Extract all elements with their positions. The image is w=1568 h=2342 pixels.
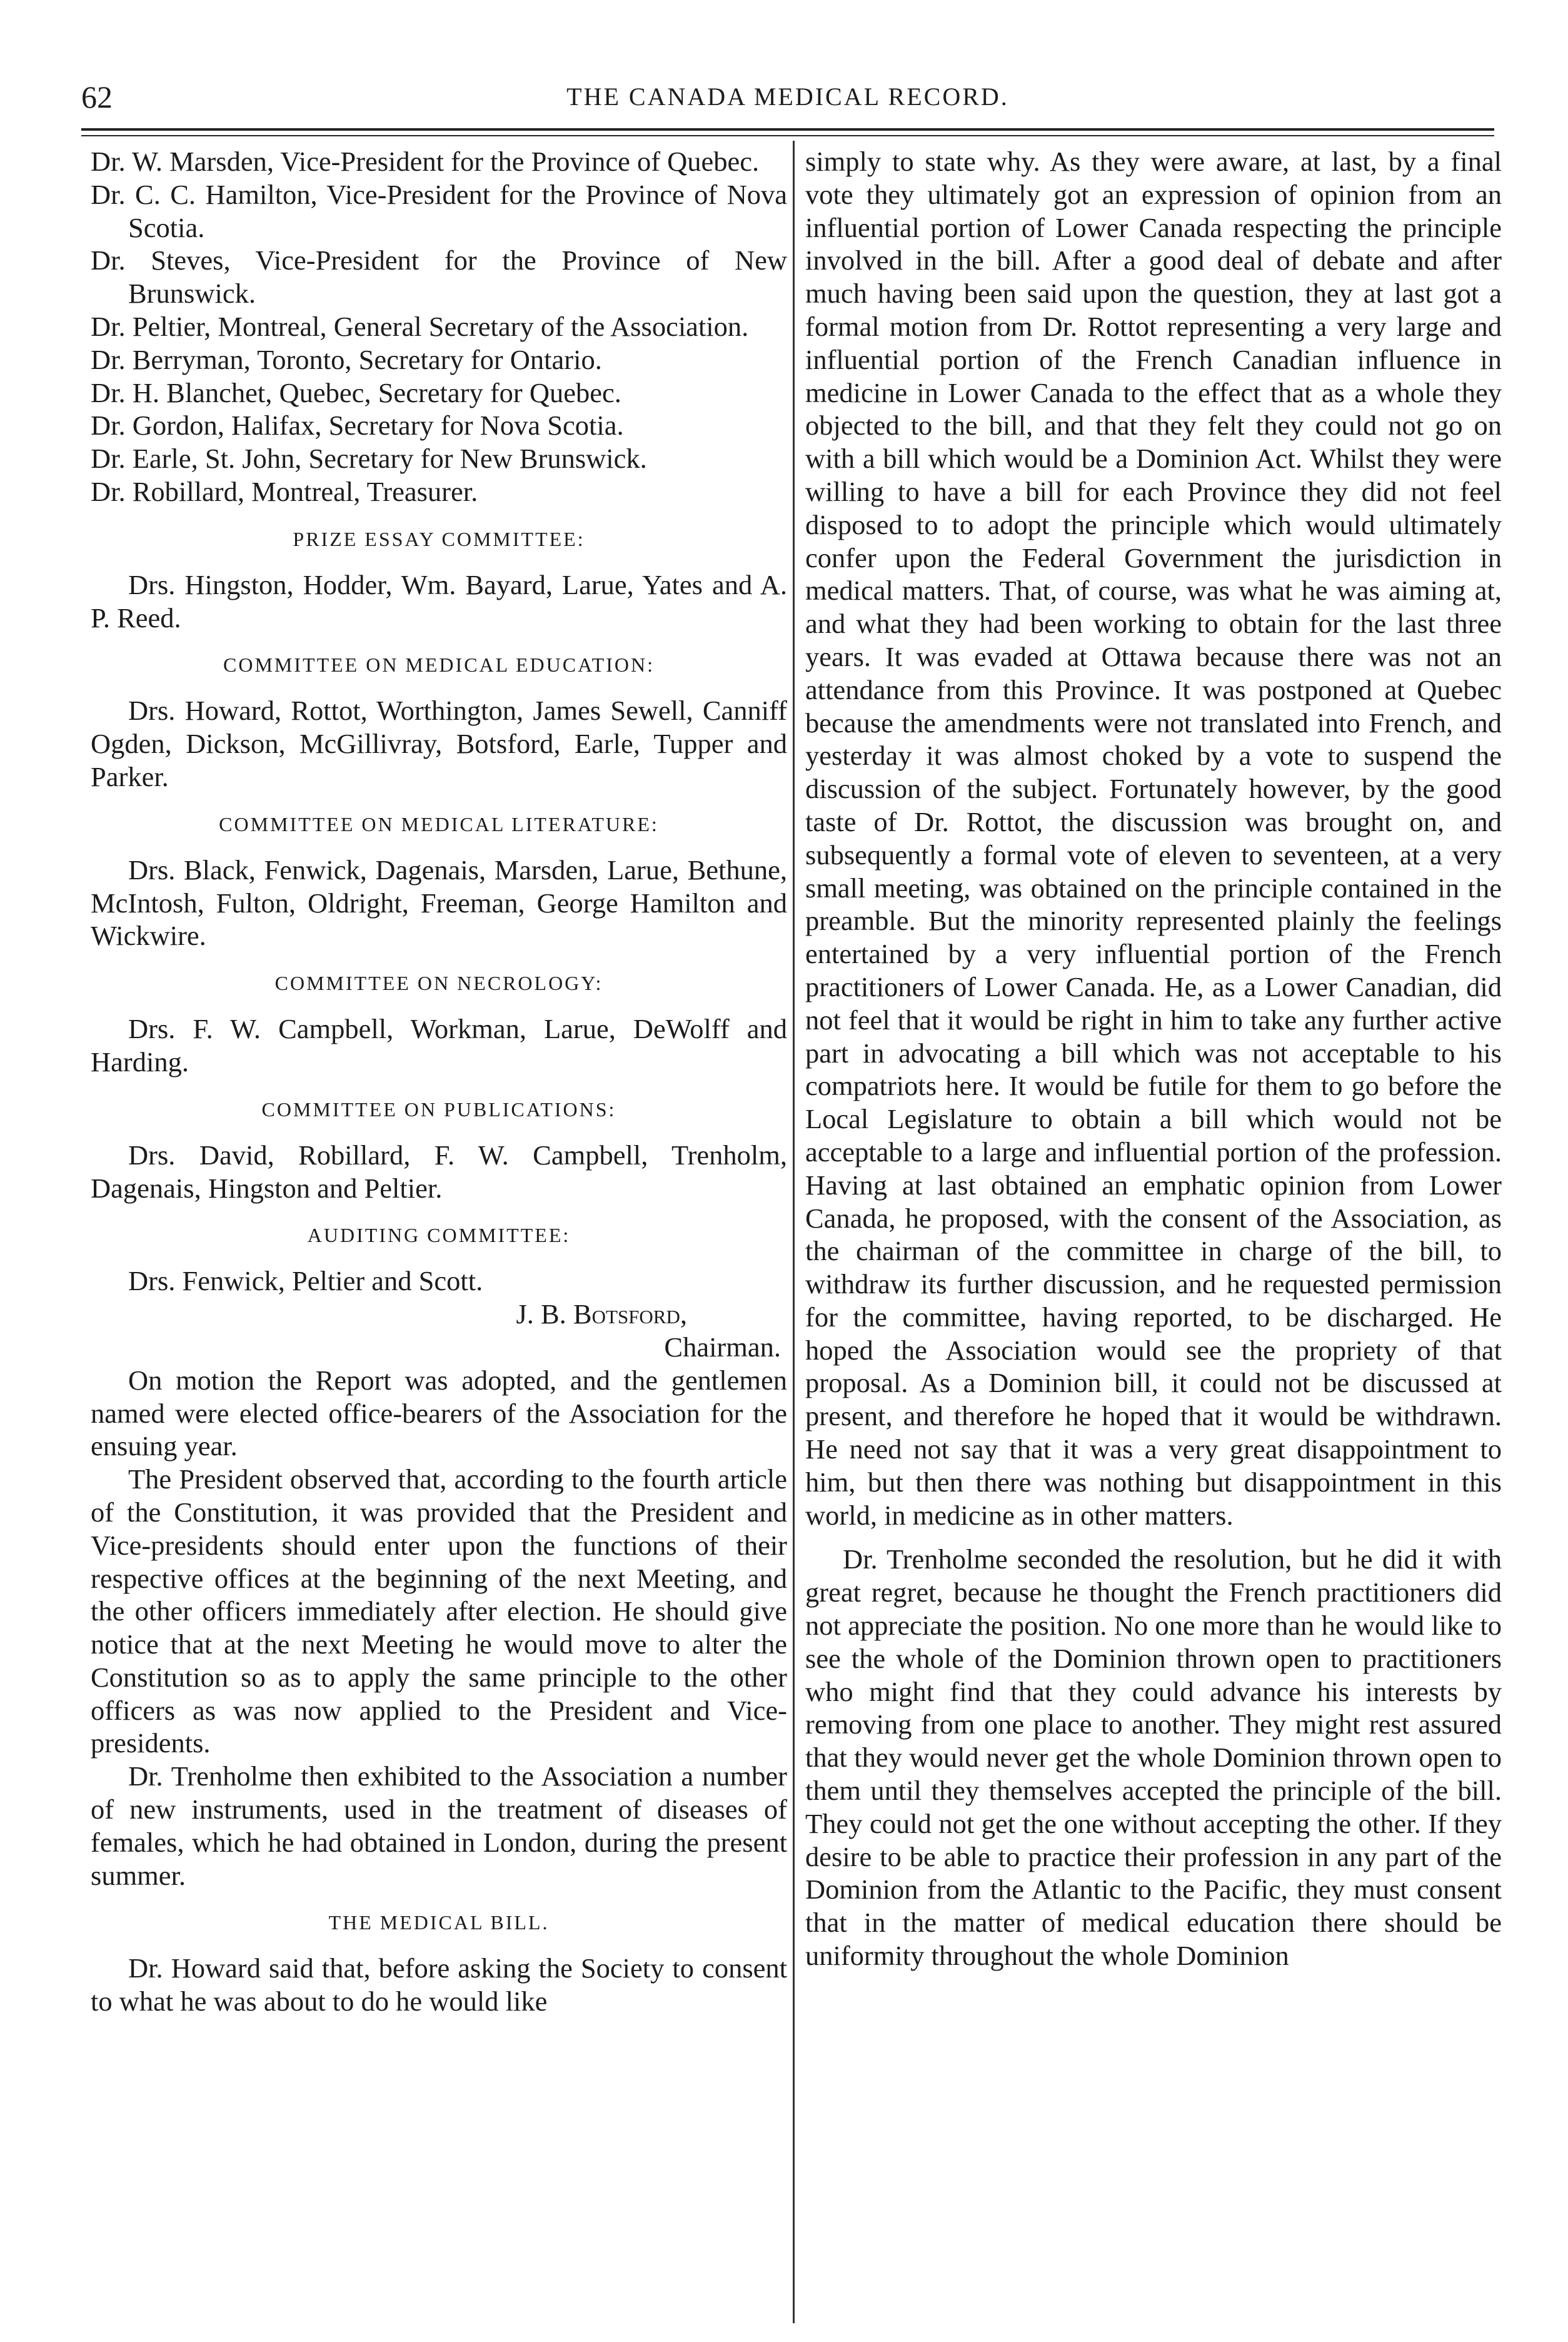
left-column <box>91 145 787 2018</box>
section-heading-publications: COMMITTEE ON PUBLICATIONS: <box>261 1098 616 1121</box>
officers-list <box>91 145 787 508</box>
section-heading-medical-bill: THE MEDICAL BILL. <box>328 1911 550 1934</box>
officer-entry: Dr. Berryman, Toronto, Secretary for Ontario. <box>91 343 602 375</box>
officer-entry: Dr. Peltier, Montreal, General Secretary of the Association. <box>91 310 749 342</box>
right-column <box>805 145 1502 1972</box>
prize-committee-members: Drs. Hingston, Hodder, Wm. Bayard, Larue, Yates and A. P. Reed. <box>91 568 787 633</box>
section-heading-literature: COMMITTEE ON MEDICAL LITERATURE: <box>219 812 659 835</box>
literature-committee-members: Drs. Black, Fenwick, Dagenais, Marsden, Larue, Bethune, McIntosh, Fulton, Oldright, Freeman, George Hamilton and Wickwire. <box>91 854 787 952</box>
auditing-committee-members: Drs. Fenwick, Peltier and Scott. <box>128 1265 483 1297</box>
paragraph-howard-continued: simply to state why. As they were aware, at last, by a final vote they ultimately got an expression of opinion from an influential portion of Lower Canada respecting the principle involved in the bill. After a good deal of debate and after much having been said upon the question, they at last got a formal motion from Dr. Rottot representing a very large and influential portion of the French Canadian influence in medicine in Lower Canada to the effect that as a whole they objected to the bill, and that they felt they could not go on with a bill which would be a Dominion Act. Whilst they were willing to have a bill for each Province they did not feel disposed to to adopt the principle which would ultimately confer upon the Federal Government the jurisdiction in medical matters. That, of course, was what he was aiming at, and what they had been working to obtain for the last three years. It was evaded at Ottawa because there was not an attendance from this Province. It was postponed at Quebec because the amendments were not translated into French, and yesterday it was almost choked by a vote to suspend the discussion of the subject. Fortunately however, by the good taste of Dr. Rottot, the discussion was brought on, and subsequently a formal vote of eleven to seventeen, at a very small meeting, was obtained on the principle contained in the preamble. But the minority represented plainly the feelings entertained by a very influential portion of the French practitioners of Lower Canada. He, as a Lower Canadian, did not feel that it would be right in him to take any further active part in advocating a bill which was not acceptable to his compatriots here. It would be futile for them to go before the Local Legislature to obtain a bill which would not be acceptable to a large and influential portion of the profession. Having at last obtained an emphatic opinion from Lower Canada, he proposed, with the consent of the Association, as the chairman of the committee in charge of the bill, to withdraw its further discussion, and he requested permission for the committee, having reported, to be discharged. He hoped the Association would see the propriety of that proposal. As a Dominion bill, it could not be discussed at present, and therefore he hoped that it would be withdrawn. He need not say that it was a very great disappointment to him, but then there was nothing but disappointment in this world, in medicine as in other matters. <box>805 146 1502 1531</box>
paragraph-trenholme-instruments: Dr. Trenholme then exhibited to the Association a number of new instruments, used in the treatment of diseases of females, which he had obtained in London, during the present summer. <box>91 1760 787 1891</box>
page-header <box>81 75 1494 119</box>
column-divider <box>793 141 795 2323</box>
signature-role: Chairman. <box>664 1331 781 1363</box>
officer-entry: Dr. Steves, Vice-President for the Province of New Brunswick. <box>91 245 787 310</box>
officer-entry: Dr. Gordon, Halifax, Secretary for Nova Scotia. <box>91 410 624 442</box>
section-heading-education: COMMITTEE ON MEDICAL EDUCATION: <box>223 654 655 677</box>
section-heading-prize: PRIZE ESSAY COMMITTEE: <box>293 527 585 550</box>
necrology-committee-members: Drs. F. W. Campbell, Workman, Larue, DeWolff and Harding. <box>91 1013 787 1078</box>
signature-name: J. B. Botsford, <box>516 1298 687 1330</box>
officer-entry: Dr. H. Blanchet, Quebec, Secretary for Quebec. <box>91 376 621 408</box>
officer-entry: Dr. Earle, St. John, Secretary for New Brunswick. <box>91 443 647 475</box>
paragraph-president: The President observed that, according to the fourth article of the Constitution, it was provided that the President and Vice-presidents should enter upon the functions of their respective offices at the beginning of the next Meeting, and the other officers immediately after election. He should give notice that at the next Meeting he would move to alter the Constitution so as to apply the same principle to the other officers as was now applied to the President and Vice-presidents. <box>91 1463 787 1759</box>
header-rule <box>81 128 1494 136</box>
officer-entry: Dr. C. C. Hamilton, Vice-President for the Province of Nova Scotia. <box>91 178 787 243</box>
page-number: 62 <box>81 79 113 114</box>
officer-entry: Dr. Robillard, Montreal, Treasurer. <box>91 475 478 507</box>
officer-entry: Dr. W. Marsden, Vice-President for the Province of Quebec. <box>91 146 760 177</box>
paragraph-motion: On motion the Report was adopted, and the gentlemen named were elected office-bearers of the Association for the ensuing year. <box>91 1364 787 1462</box>
section-heading-auditing: AUDITING COMMITTEE: <box>307 1224 571 1247</box>
paragraph-gap <box>805 1532 1502 1543</box>
running-title: THE CANADA MEDICAL RECORD. <box>566 83 1009 111</box>
publications-committee-members: Drs. David, Robillard, F. W. Campbell, Trenholm, Dagenais, Hingston and Peltier. <box>91 1139 787 1204</box>
section-heading-necrology: COMMITTEE ON NECROLOGY: <box>274 972 603 995</box>
paragraph-howard-start: Dr. Howard said that, before asking the Society to consent to what he was about to do he would like <box>91 1952 787 2017</box>
paragraph-trenholme-seconded: Dr. Trenholme seconded the resolution, but he did it with great regret, because he thought the French practitioners did not appreciate the position. No one more than he would like to see the whole of the Dominion thrown open to practitioners who might find that they could advance his interests by removing from one place to another. They might rest assured that they would never get the whole Dominion thrown open to them until they themselves accepted the principle of the bill. They could not get the one without accepting the other. If they desire to be able to practice their profession in any part of the Dominion from the Atlantic to the Pacific, they must consent that in the matter of medical education there should be uniformity throughout the whole Dominion <box>805 1543 1502 1972</box>
education-committee-members: Drs. Howard, Rottot, Worthington, James Sewell, Canniff Ogden, Dickson, McGillivray, Botsford, Earle, Tupper and Parker. <box>91 695 787 792</box>
